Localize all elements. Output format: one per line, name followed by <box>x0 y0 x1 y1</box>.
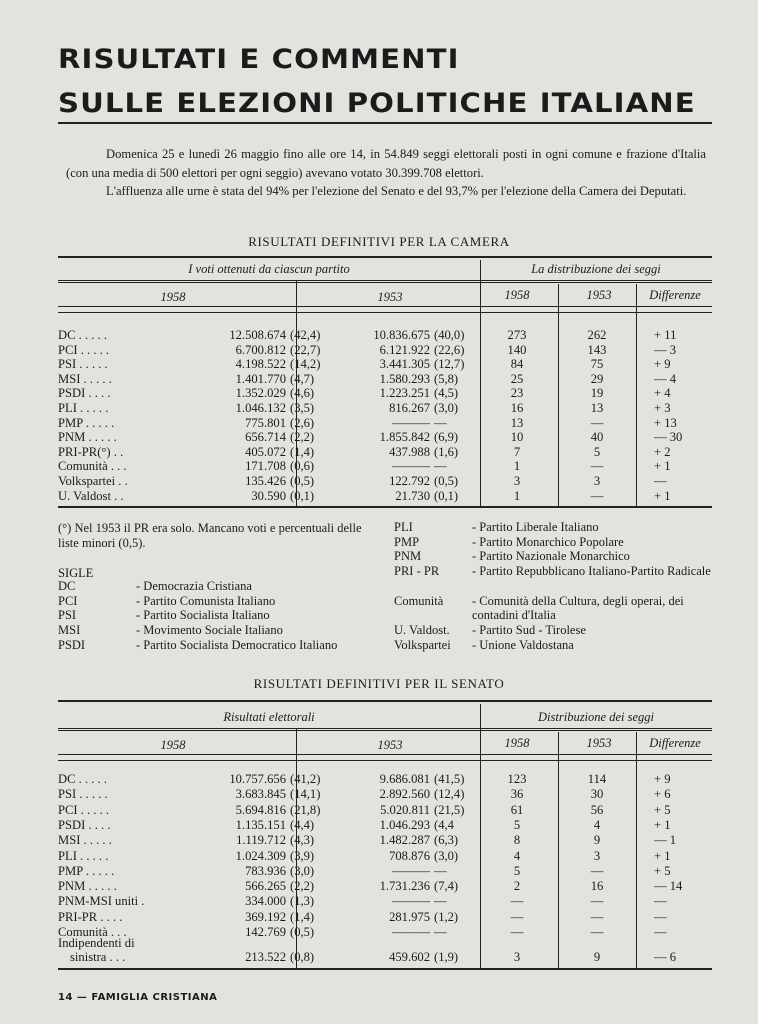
seats-difference: + 9 <box>654 357 671 372</box>
table-row <box>58 772 712 786</box>
votes-1958: 12.508.674 <box>229 328 286 342</box>
sigla-name: - Democrazia Cristiana <box>136 579 252 593</box>
sigle-title: SIGLE <box>58 566 94 580</box>
party-name: DC . . . . . <box>58 328 107 342</box>
votes-1953: 122.792 <box>389 474 430 488</box>
votes-1953: ——— <box>392 863 430 878</box>
table-row <box>58 489 712 503</box>
percent-1953: (6,3) <box>434 833 459 848</box>
percent-1958: (0,6) <box>290 459 315 474</box>
seats-difference: — <box>654 474 667 488</box>
seats-difference: — 1 <box>654 833 677 848</box>
table-row <box>58 950 712 964</box>
sigla-name: - Movimento Sociale Italiano <box>136 623 283 638</box>
votes-1958: 1.401.770 <box>235 371 286 386</box>
seats-1953: 29 <box>590 371 604 386</box>
percent-1958: (1,4) <box>290 909 315 924</box>
table-rule <box>58 280 712 283</box>
party-name: DC . . . . . <box>58 772 107 786</box>
percent-1958: (14,2) <box>290 357 321 372</box>
party-name: U. Valdost . . <box>58 488 124 503</box>
votes-1958: 1.024.309 <box>235 848 286 863</box>
seats-difference: + 5 <box>654 802 671 817</box>
percent-1958: (2,2) <box>290 430 315 445</box>
seats-1958: 25 <box>510 371 524 386</box>
table-row <box>58 328 712 342</box>
seats-1958: 3 <box>513 950 521 964</box>
table-rule <box>58 312 712 313</box>
votes-1958: 656.714 <box>245 430 286 445</box>
percent-1958: (2,2) <box>290 879 315 894</box>
seats-1958: 1 <box>513 488 521 503</box>
votes-1953: 5.020.811 <box>380 802 430 817</box>
senato-title: RISULTATI DEFINITIVI PER IL SENATO <box>253 676 505 691</box>
seats-difference: + 6 <box>654 787 671 802</box>
percent-1953: (1,2) <box>434 909 459 924</box>
sigla-abbr: PCI <box>58 593 78 608</box>
votes-1953: 708.876 <box>389 848 430 863</box>
percent-1958: (4,4) <box>290 817 315 832</box>
seats-1958: 5 <box>513 817 521 832</box>
seats-difference: + 1 <box>654 459 671 474</box>
seats-difference: — 14 <box>654 879 683 894</box>
sigla-name: - Partito Sud - Tirolese <box>472 622 586 637</box>
percent-1953: — <box>434 925 447 939</box>
votes-1953: 437.988 <box>389 444 430 459</box>
votes-1953: 1.223.251 <box>379 386 430 401</box>
table-rule <box>58 256 712 258</box>
seats-difference: — 3 <box>654 342 677 357</box>
percent-1953: (5,8) <box>434 371 459 386</box>
seats-1958: 3 <box>513 474 521 488</box>
camera-header-votes: I voti ottenuti da ciascun partito <box>188 262 350 276</box>
seats-difference: — <box>654 894 667 909</box>
party-name: PLI . . . . . <box>58 848 109 863</box>
table-row <box>58 357 712 371</box>
intro-text <box>66 145 706 201</box>
table-rule <box>58 306 712 307</box>
seats-1953: — <box>590 894 604 909</box>
intro-paragraph-2: L'affluenza alle urne è stata del 94% per l'elezione del Senato e del 93,7% per l'elezione della Camera dei Deputati. <box>106 184 687 198</box>
votes-1953: 9.686.081 <box>379 772 430 786</box>
party-name: sinistra . . . <box>70 950 126 964</box>
seats-1953: 75 <box>590 357 604 372</box>
camera-col-diff: Differenze <box>649 288 701 302</box>
seats-1958: — <box>510 894 524 909</box>
sigla-name: - Comunità della Cultura, degli operai, dei contadini d'Italia <box>472 593 684 623</box>
seats-1958: 10 <box>510 430 524 445</box>
camera-col-seats-1953: 1953 <box>586 288 612 302</box>
party-name: PRI-PR . . . . <box>58 909 123 924</box>
party-name: PLI . . . . . <box>58 401 109 415</box>
votes-1953: 281.975 <box>389 909 430 924</box>
table-row <box>58 803 712 817</box>
votes-1953: 10.836.675 <box>373 328 430 342</box>
percent-1953: (0,1) <box>434 488 459 503</box>
sigla-abbr: PLI <box>394 520 413 534</box>
table-row <box>58 445 712 459</box>
percent-1958: (3,0) <box>290 863 315 878</box>
party-name: PNM . . . . . <box>58 430 117 445</box>
votes-1958: 142.769 <box>245 925 286 939</box>
sigla-abbr: U. Valdost. <box>394 622 450 637</box>
votes-1953: 459.602 <box>389 950 430 964</box>
votes-1953: 1.731.236 <box>379 879 430 894</box>
percent-1958: (42,4) <box>290 328 321 342</box>
sigla-name: - Partito Repubblicano Italiano-Partito Radicale <box>472 564 711 579</box>
percent-1953: (12,7) <box>434 357 465 372</box>
headline-line-1: RISULTATI E COMMENTI <box>58 44 460 75</box>
party-name: PSDI . . . . <box>58 386 111 401</box>
seats-1958: 36 <box>510 787 524 802</box>
votes-1958: 1.135.151 <box>235 817 286 832</box>
table-row <box>58 401 712 415</box>
seats-1958: 84 <box>510 357 524 372</box>
percent-1953: — <box>434 894 447 909</box>
percent-1953: — <box>434 459 447 474</box>
votes-1958: 30.590 <box>251 488 286 503</box>
table-row <box>58 833 712 847</box>
votes-1958: 1.046.132 <box>235 401 286 415</box>
sigla-abbr: PSDI <box>58 637 86 652</box>
seats-1958: 23 <box>510 386 524 401</box>
table-row <box>58 474 712 488</box>
seats-1958: 16 <box>510 401 524 415</box>
percent-1958: (2,6) <box>290 415 315 430</box>
votes-1958: 3.683.845 <box>235 787 286 802</box>
percent-1958: (0,8) <box>290 950 315 964</box>
percent-1958: (0,1) <box>290 488 315 503</box>
votes-1958: 135.426 <box>245 474 286 488</box>
votes-1958: 566.265 <box>245 879 286 894</box>
party-name: MSI . . . . . <box>58 371 112 386</box>
table-rule <box>58 760 712 761</box>
seats-1958: 4 <box>513 848 521 863</box>
seats-difference: + 9 <box>654 772 671 786</box>
votes-1958: 4.198.522 <box>235 357 286 372</box>
percent-1958: (22,7) <box>290 342 321 357</box>
headline-rule <box>58 122 712 124</box>
seats-difference: + 1 <box>654 488 671 503</box>
seats-1953: 262 <box>587 328 607 342</box>
sigla-name: - Partito Comunista Italiano <box>136 593 276 608</box>
seats-1958: 140 <box>507 342 527 357</box>
seats-1958: 5 <box>513 863 521 878</box>
seats-difference: + 5 <box>654 863 671 878</box>
percent-1953: (3,0) <box>434 848 459 863</box>
seats-1953: 13 <box>590 401 604 415</box>
seats-1958: 123 <box>507 772 527 786</box>
intro-paragraph-1: Domenica 25 e lunedì 26 maggio fino alle ore 14, in 54.849 seggi elettorali posti in ogni comune e frazione d'Italia (con una media di 500 elettori per ogni seggio) avevano votato 30.399.708 elettori. <box>66 147 706 180</box>
table-rule <box>58 754 712 755</box>
percent-1958: (0,5) <box>290 474 315 488</box>
party-name: PSI . . . . . <box>58 787 108 802</box>
senato-col-diff: Differenze <box>649 736 701 750</box>
votes-1958: 171.708 <box>245 459 286 474</box>
percent-1958: (4,6) <box>290 386 315 401</box>
votes-1958: 6.700.812 <box>235 342 286 357</box>
votes-1953: 3.441.305 <box>379 357 430 372</box>
seats-1953: 19 <box>590 386 604 401</box>
table-row <box>58 818 712 832</box>
seats-difference: — 4 <box>654 371 677 386</box>
seats-1953: 56 <box>590 802 604 817</box>
seats-1958: 13 <box>510 415 524 430</box>
votes-1953: 1.482.287 <box>379 833 430 848</box>
votes-1953: ——— <box>392 925 430 939</box>
sigla-abbr: Volkspartei <box>394 637 451 652</box>
seats-difference: + 11 <box>654 328 677 342</box>
seats-1953: — <box>590 909 604 924</box>
percent-1953: (12,4) <box>434 787 465 802</box>
camera-col-1958: 1958 <box>160 290 186 304</box>
senato-table <box>58 700 712 972</box>
camera-table <box>58 256 712 511</box>
percent-1958: (4,3) <box>290 833 315 848</box>
sigla-name: - Unione Valdostana <box>472 637 574 652</box>
seats-1953: — <box>590 459 604 474</box>
seats-1953: 3 <box>593 474 601 488</box>
seats-1958: 61 <box>510 802 524 817</box>
party-name: PCI . . . . . <box>58 342 110 357</box>
sigla-name: - Partito Liberale Italiano <box>472 520 599 534</box>
seats-1953: — <box>590 415 604 430</box>
seats-difference: — 6 <box>654 950 677 964</box>
votes-1953: 816.267 <box>389 401 430 415</box>
votes-1958: 334.000 <box>245 894 286 909</box>
seats-1953: 40 <box>590 430 604 445</box>
seats-1958: 273 <box>507 328 527 342</box>
camera-col-1953: 1953 <box>377 290 403 304</box>
votes-1953: 6.121.922 <box>379 342 430 357</box>
headline-line-2: SULLE ELEZIONI POLITICHE ITALIANE <box>58 88 696 119</box>
table-row <box>58 864 712 878</box>
seats-difference: + 2 <box>654 444 671 459</box>
percent-1958: (3,5) <box>290 401 315 415</box>
percent-1953: — <box>434 415 447 430</box>
percent-1953: (1,6) <box>434 444 459 459</box>
sigla-name: - Partito Nazionale Monarchico <box>472 549 630 564</box>
senato-col-seats-1953: 1953 <box>586 736 612 750</box>
table-row <box>58 879 712 893</box>
percent-1958: (14,1) <box>290 787 321 802</box>
seats-difference: + 1 <box>654 848 671 863</box>
seats-difference: + 1 <box>654 817 671 832</box>
party-name: Comunità . . . <box>58 925 127 939</box>
votes-1953: ——— <box>392 894 430 909</box>
seats-1953: 143 <box>587 342 607 357</box>
seats-1953: 9 <box>593 833 601 848</box>
seats-1953: 5 <box>593 444 601 459</box>
camera-col-seats-1958: 1958 <box>504 288 530 302</box>
table-row <box>58 849 712 863</box>
sigla-abbr: PRI - PR <box>394 564 440 579</box>
table-row <box>58 459 712 473</box>
table-row <box>58 894 712 908</box>
party-name: PSDI . . . . <box>58 817 111 832</box>
votes-1958: 1.119.712 <box>236 833 286 848</box>
seats-1958: 2 <box>513 879 521 894</box>
party-name: MSI . . . . . <box>58 833 112 848</box>
votes-1958: 369.192 <box>245 909 286 924</box>
seats-1953: 114 <box>587 772 607 786</box>
seats-1953: — <box>590 925 604 939</box>
votes-1953: 1.580.293 <box>379 371 430 386</box>
table-rule <box>58 506 712 508</box>
senato-header-seats: Distribuzione dei seggi <box>538 710 654 724</box>
party-name: PRI-PR(°) . . <box>58 444 124 459</box>
party-name: PMP . . . . . <box>58 415 115 430</box>
seats-1953: 16 <box>590 879 604 894</box>
senato-col-1958: 1958 <box>160 738 186 752</box>
sigla-abbr: Comunità <box>394 593 444 608</box>
percent-1953: (1,9) <box>434 950 459 964</box>
seats-difference: + 3 <box>654 401 671 415</box>
sigla-abbr: PSI <box>58 608 77 623</box>
table-row <box>58 787 712 801</box>
sigla-abbr: PNM <box>394 549 422 564</box>
seats-difference: — 30 <box>654 430 683 445</box>
senato-col-seats-1958: 1958 <box>504 736 530 750</box>
party-name: Comunità . . . <box>58 459 127 474</box>
senato-col-1953: 1953 <box>377 738 403 752</box>
seats-difference: — <box>654 909 667 924</box>
seats-1953: — <box>590 488 604 503</box>
sigla-name: - Partito Socialista Italiano <box>136 608 270 623</box>
table-rule <box>58 968 712 970</box>
table-row <box>58 343 712 357</box>
percent-1953: (0,5) <box>434 474 459 488</box>
sigla-abbr: MSI <box>58 623 81 638</box>
seats-difference: + 13 <box>654 415 677 430</box>
percent-1958: (1,3) <box>290 894 315 909</box>
seats-1958: 1 <box>513 459 521 474</box>
percent-1958: (3,9) <box>290 848 315 863</box>
votes-1958: 5.694.816 <box>235 802 286 817</box>
percent-1958: (4,7) <box>290 371 315 386</box>
footnote: (°) Nel 1953 il PR era solo. Mancano voti e percentuali delle liste minori (0,5). <box>58 521 362 550</box>
senato-header-results: Risultati elettorali <box>223 710 315 724</box>
party-name: PSI . . . . . <box>58 357 108 372</box>
percent-1958: (21,8) <box>290 802 321 817</box>
percent-1953: — <box>434 863 447 878</box>
seats-1958: 8 <box>513 833 521 848</box>
table-row <box>58 910 712 924</box>
votes-1958: 10.757.656 <box>229 772 286 786</box>
camera-header-seats: La distribuzione dei seggi <box>531 262 661 276</box>
seats-1953: — <box>590 863 604 878</box>
percent-1953: (4,5) <box>434 386 459 401</box>
percent-1953: (6,9) <box>434 430 459 445</box>
seats-1953: 9 <box>593 950 601 964</box>
party-name: Indipendenti di <box>58 936 135 950</box>
percent-1958: (1,4) <box>290 444 315 459</box>
votes-1958: 405.072 <box>245 444 286 459</box>
votes-1958: 783.936 <box>245 863 286 878</box>
percent-1953: (41,5) <box>434 772 465 786</box>
seats-1958: — <box>510 909 524 924</box>
percent-1953: (3,0) <box>434 401 459 415</box>
votes-1958: 213.522 <box>245 950 286 964</box>
votes-1953: ——— <box>392 415 430 430</box>
votes-1953: 21.730 <box>395 488 430 503</box>
percent-1958: (41,2) <box>290 772 321 786</box>
seats-difference: + 4 <box>654 386 671 401</box>
percent-1953: (22,6) <box>434 342 465 357</box>
percent-1953: (4,4 <box>434 817 454 832</box>
votes-1953: 1.855.842 <box>379 430 430 445</box>
votes-1958: 775.801 <box>245 415 286 430</box>
sigla-abbr: DC <box>58 579 76 593</box>
percent-1958: (0,5) <box>290 925 315 939</box>
votes-1953: ——— <box>392 459 430 474</box>
party-name: PNM-MSI uniti . <box>58 894 145 909</box>
table-row <box>58 936 712 950</box>
percent-1953: (7,4) <box>434 879 459 894</box>
seats-1953: 4 <box>593 817 601 832</box>
party-name: Volkspartei . . <box>58 474 128 488</box>
percent-1953: (21,5) <box>434 802 465 817</box>
table-row <box>58 416 712 430</box>
table-row <box>58 386 712 400</box>
camera-title: RISULTATI DEFINITIVI PER LA CAMERA <box>248 234 510 249</box>
seats-1953: 3 <box>593 848 601 863</box>
party-name: PCI . . . . . <box>58 802 110 817</box>
seats-difference: — <box>654 925 667 939</box>
sigla-abbr: PMP <box>394 534 420 549</box>
votes-1953: 1.046.293 <box>379 817 430 832</box>
sigla-name: - Partito Socialista Democratico Italiano <box>136 637 338 652</box>
seats-1953: 30 <box>590 787 604 802</box>
percent-1953: (40,0) <box>434 328 465 342</box>
seats-1958: 7 <box>513 444 521 459</box>
sigla-name: - Partito Monarchico Popolare <box>472 534 624 549</box>
table-row <box>58 372 712 386</box>
table-row <box>58 430 712 444</box>
party-name: PNM . . . . . <box>58 879 117 894</box>
votes-1958: 1.352.029 <box>235 386 286 401</box>
seats-1958: — <box>510 925 524 939</box>
table-rule <box>58 700 712 702</box>
table-rule <box>58 728 712 731</box>
votes-1953: 2.892.560 <box>379 787 430 802</box>
page-footer: 14 — FAMIGLIA CRISTIANA <box>58 992 218 1003</box>
party-name: PMP . . . . . <box>58 863 115 878</box>
